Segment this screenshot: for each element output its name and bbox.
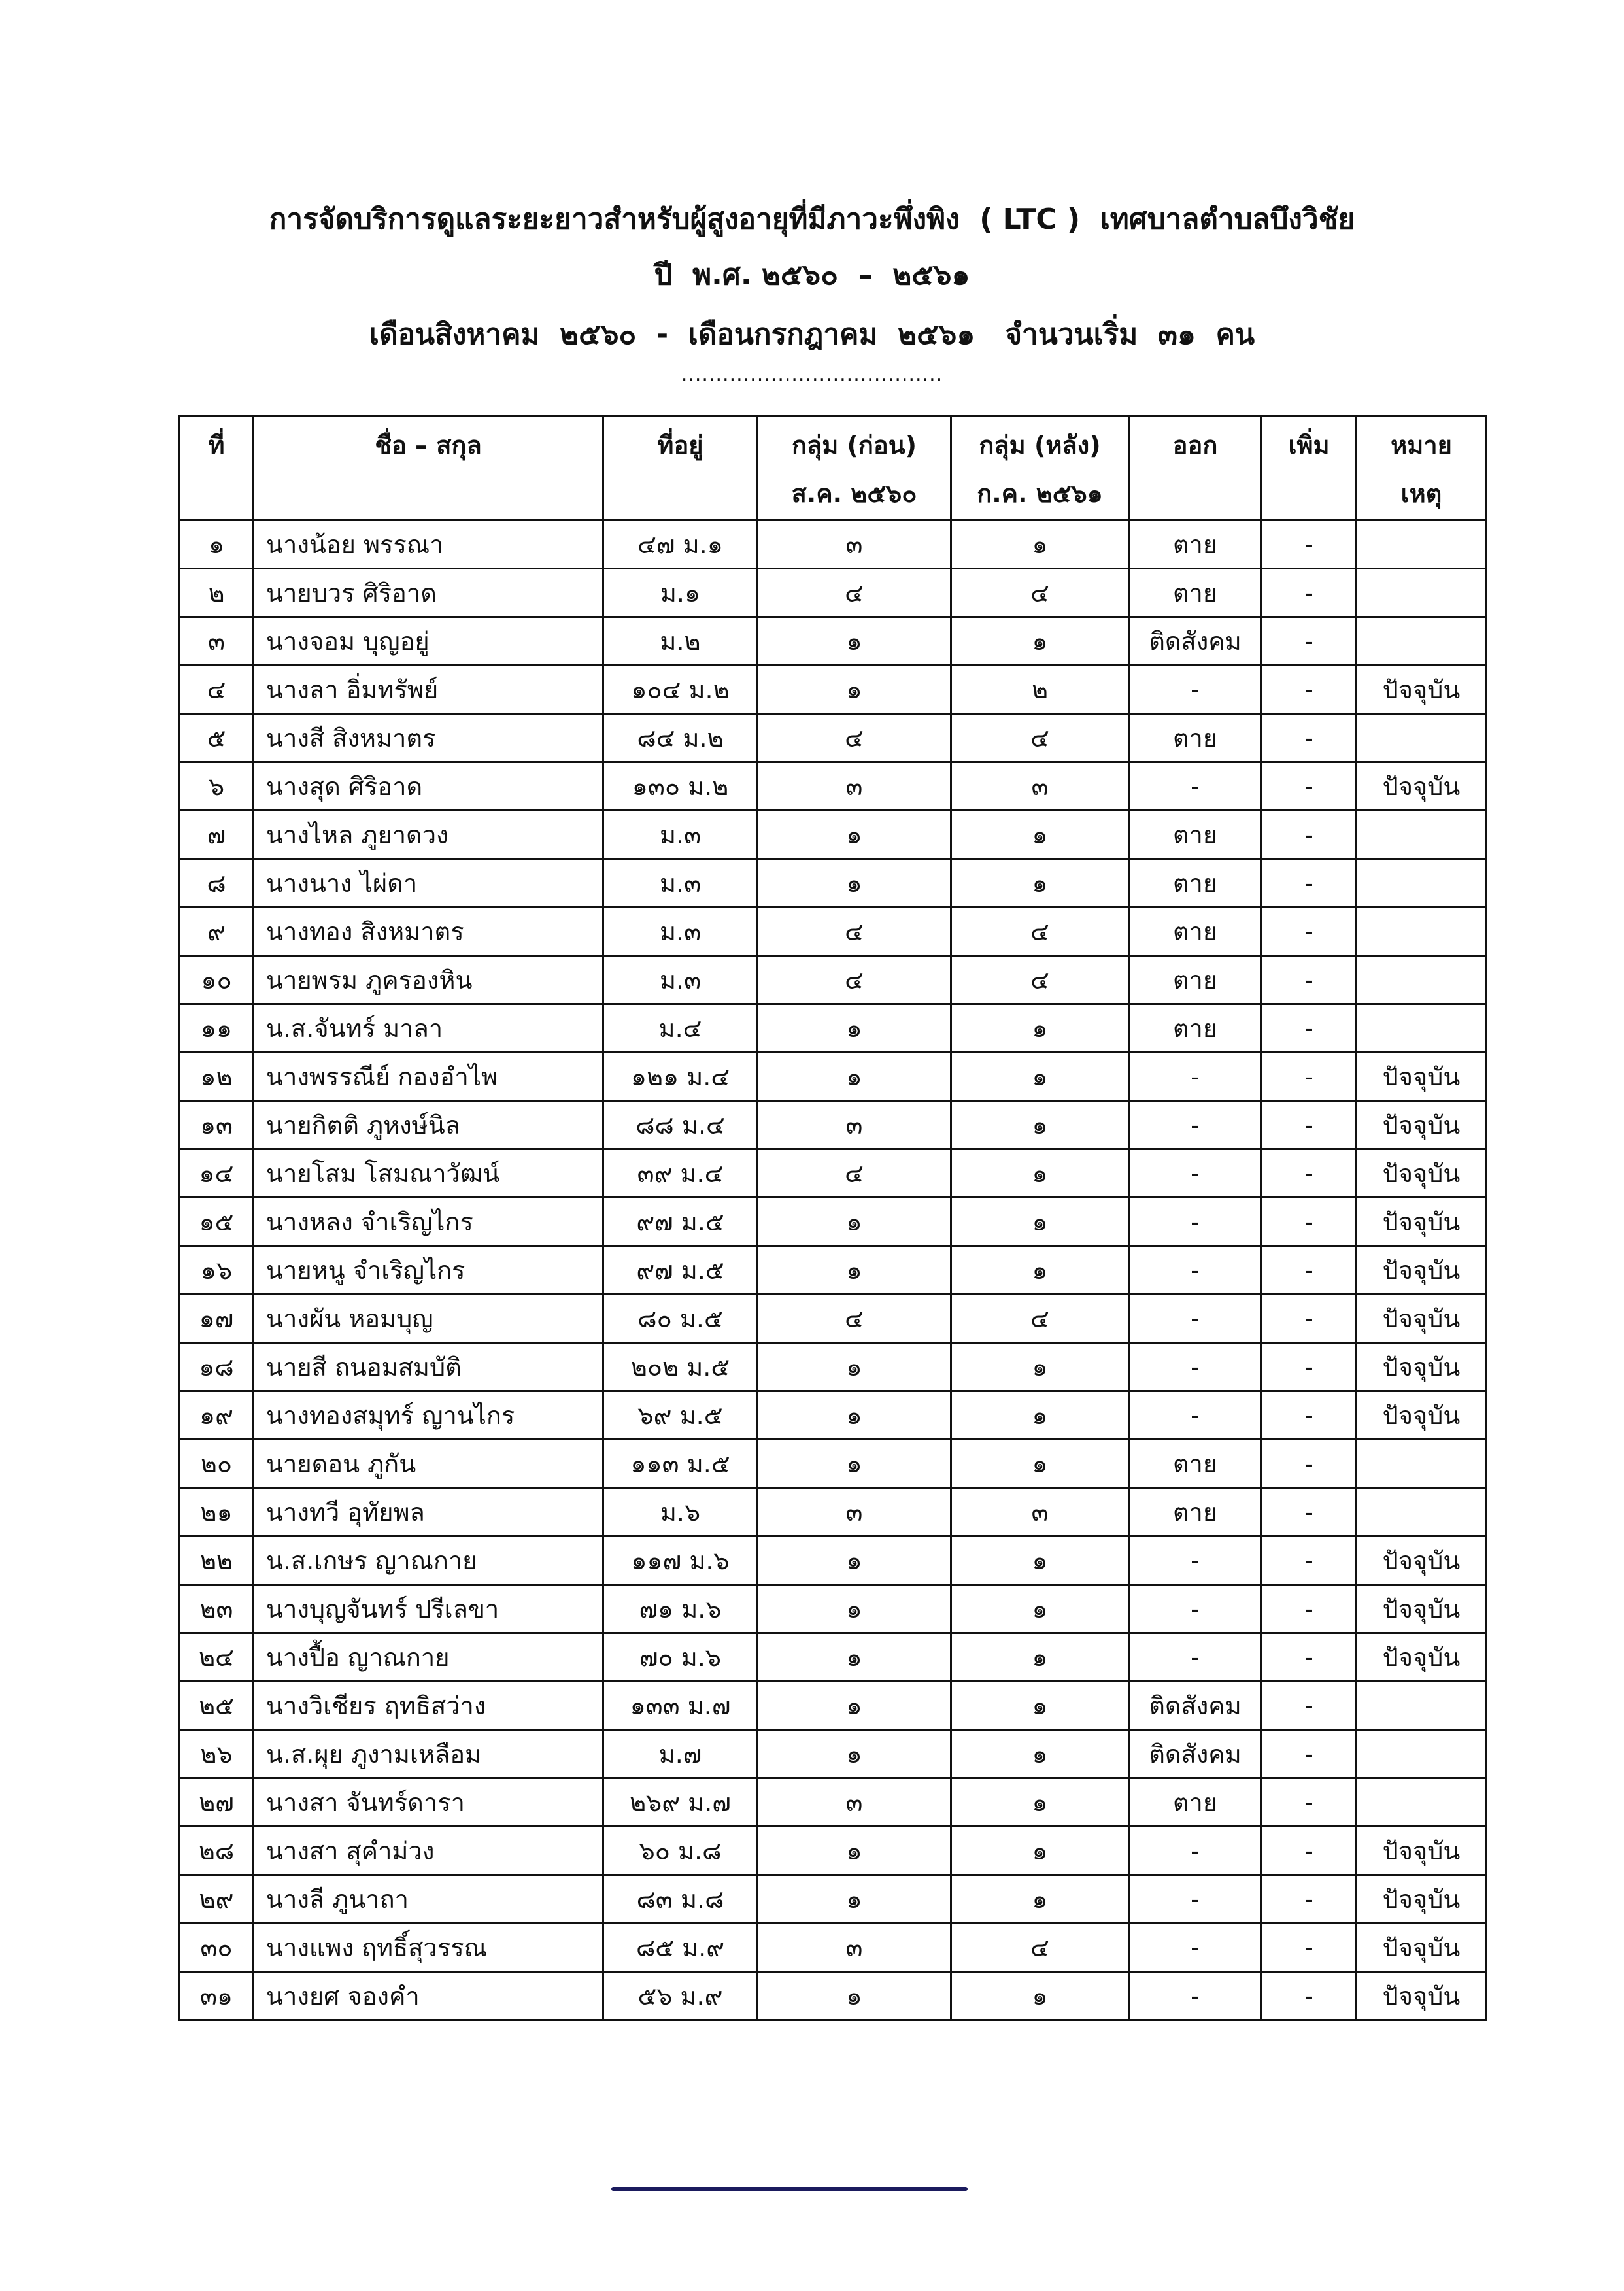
cell-address: ม.๒ bbox=[603, 617, 758, 666]
table-row bbox=[180, 569, 1487, 617]
bottom-separator-line bbox=[611, 2187, 968, 2191]
cell-no: ๑๗ bbox=[180, 1295, 254, 1343]
cell-no: ๑๒ bbox=[180, 1053, 254, 1101]
cell-name: นายโสม โสมณาวัฒน์ bbox=[254, 1149, 603, 1198]
cell-group-after: ๑ bbox=[951, 1827, 1129, 1875]
cell-name: นายดอน ภูกัน bbox=[254, 1440, 603, 1488]
cell-out: ตาย bbox=[1129, 956, 1262, 1004]
cell-group-before: ๑ bbox=[758, 1198, 951, 1246]
table-row bbox=[180, 714, 1487, 762]
cell-note: ปัจจุบัน bbox=[1357, 1585, 1487, 1633]
cell-group-before: ๔ bbox=[758, 714, 951, 762]
cell-name: นางจอม บุญอยู่ bbox=[254, 617, 603, 666]
cell-note bbox=[1357, 520, 1487, 569]
cell-address: ม.๖ bbox=[603, 1488, 758, 1536]
cell-out: ตาย bbox=[1129, 1004, 1262, 1053]
table-row bbox=[180, 956, 1487, 1004]
cell-no: ๑๐ bbox=[180, 956, 254, 1004]
cell-add: - bbox=[1262, 1585, 1357, 1633]
cell-add: - bbox=[1262, 617, 1357, 666]
cell-group-after: ๑ bbox=[951, 1053, 1129, 1101]
header-out: ออก bbox=[1129, 416, 1262, 520]
cell-add: - bbox=[1262, 1778, 1357, 1827]
cell-address: ม.๓ bbox=[603, 859, 758, 908]
cell-address: ๑๒๑ ม.๔ bbox=[603, 1053, 758, 1101]
cell-group-before: ๓ bbox=[758, 1488, 951, 1536]
cell-out: ตาย bbox=[1129, 714, 1262, 762]
cell-group-after: ๑ bbox=[951, 1633, 1129, 1682]
cell-address: ๒๐๒ ม.๕ bbox=[603, 1343, 758, 1391]
cell-name: นางน้อย พรรณา bbox=[254, 520, 603, 569]
cell-add: - bbox=[1262, 956, 1357, 1004]
cell-group-after: ๑ bbox=[951, 1585, 1129, 1633]
cell-note: ปัจจุบัน bbox=[1357, 1246, 1487, 1295]
table-row bbox=[180, 1149, 1487, 1198]
cell-name: นายสี ถนอมสมบัติ bbox=[254, 1343, 603, 1391]
cell-address: ๘๘ ม.๔ bbox=[603, 1101, 758, 1149]
cell-address: ๘๕ ม.๙ bbox=[603, 1924, 758, 1972]
cell-name: น.ส.เกษร ญาณกาย bbox=[254, 1536, 603, 1585]
cell-address: ๑๓๐ ม.๒ bbox=[603, 762, 758, 811]
header-group-after: กลุ่ม (หลัง) ก.ค. ๒๕๖๑ bbox=[951, 416, 1129, 520]
cell-group-before: ๓ bbox=[758, 1778, 951, 1827]
cell-name: นางทองสมุทร์ ญานไกร bbox=[254, 1391, 603, 1440]
cell-address: ม.๓ bbox=[603, 956, 758, 1004]
cell-group-before: ๑ bbox=[758, 1246, 951, 1295]
document-title: การจัดบริการดูแลระยะยาวสำหรับผู้สูงอายุที่มีภาวะพึ่งพิง ( LTC ) เทศบาลตำบลบึงวิชัย bbox=[269, 203, 1355, 236]
cell-address: ๑๑๓ ม.๕ bbox=[603, 1440, 758, 1488]
cell-add: - bbox=[1262, 1440, 1357, 1488]
cell-out: ตาย bbox=[1129, 811, 1262, 859]
cell-add: - bbox=[1262, 1536, 1357, 1585]
cell-add: - bbox=[1262, 1827, 1357, 1875]
cell-group-before: ๑ bbox=[758, 1391, 951, 1440]
cell-name: น.ส.ผุย ภูงามเหลือม bbox=[254, 1730, 603, 1778]
cell-address: ๔๗ ม.๑ bbox=[603, 520, 758, 569]
cell-name: นางนาง ไผ่ดา bbox=[254, 859, 603, 908]
cell-add: - bbox=[1262, 1343, 1357, 1391]
cell-group-before: ๔ bbox=[758, 1295, 951, 1343]
table-row bbox=[180, 1198, 1487, 1246]
cell-out: ตาย bbox=[1129, 1440, 1262, 1488]
cell-add: - bbox=[1262, 762, 1357, 811]
cell-note: ปัจจุบัน bbox=[1357, 1053, 1487, 1101]
cell-no: ๒๖ bbox=[180, 1730, 254, 1778]
cell-note bbox=[1357, 956, 1487, 1004]
cell-address: ๖๐ ม.๘ bbox=[603, 1827, 758, 1875]
cell-group-after: ๑ bbox=[951, 1730, 1129, 1778]
cell-no: ๑๕ bbox=[180, 1198, 254, 1246]
cell-add: - bbox=[1262, 1488, 1357, 1536]
cell-address: ๙๗ ม.๕ bbox=[603, 1198, 758, 1246]
cell-no: ๕ bbox=[180, 714, 254, 762]
cell-group-before: ๑ bbox=[758, 811, 951, 859]
cell-no: ๓๑ bbox=[180, 1972, 254, 2020]
cell-address: ๗๐ ม.๖ bbox=[603, 1633, 758, 1682]
cell-address: ๕๖ ม.๙ bbox=[603, 1972, 758, 2020]
table-row bbox=[180, 1004, 1487, 1053]
cell-group-after: ๑ bbox=[951, 1875, 1129, 1924]
cell-name: นางไหล ภูยาดวง bbox=[254, 811, 603, 859]
table-row bbox=[180, 1343, 1487, 1391]
table-row bbox=[180, 1972, 1487, 2020]
cell-group-after: ๑ bbox=[951, 859, 1129, 908]
cell-no: ๔ bbox=[180, 666, 254, 714]
cell-group-after: ๑ bbox=[951, 1440, 1129, 1488]
header-note: หมาย เหตุ bbox=[1357, 416, 1487, 520]
cell-out: - bbox=[1129, 1585, 1262, 1633]
cell-out: ตาย bbox=[1129, 1488, 1262, 1536]
table-row bbox=[180, 1391, 1487, 1440]
table-row bbox=[180, 908, 1487, 956]
cell-out: ตาย bbox=[1129, 859, 1262, 908]
cell-group-before: ๓ bbox=[758, 1101, 951, 1149]
cell-name: นางสี สิงหมาตร bbox=[254, 714, 603, 762]
cell-note bbox=[1357, 1004, 1487, 1053]
cell-address: ๖๙ ม.๕ bbox=[603, 1391, 758, 1440]
cell-out: ตาย bbox=[1129, 1778, 1262, 1827]
table-row bbox=[180, 762, 1487, 811]
cell-group-before: ๔ bbox=[758, 908, 951, 956]
cell-out: - bbox=[1129, 1246, 1262, 1295]
cell-out: - bbox=[1129, 1149, 1262, 1198]
cell-add: - bbox=[1262, 1391, 1357, 1440]
table-header-row bbox=[180, 416, 1487, 520]
cell-note: ปัจจุบัน bbox=[1357, 1101, 1487, 1149]
cell-address: ม.๓ bbox=[603, 811, 758, 859]
cell-note: ปัจจุบัน bbox=[1357, 1924, 1487, 1972]
cell-group-before: ๑ bbox=[758, 1730, 951, 1778]
cell-add: - bbox=[1262, 520, 1357, 569]
cell-group-after: ๑ bbox=[951, 1149, 1129, 1198]
cell-no: ๒๙ bbox=[180, 1875, 254, 1924]
cell-group-after: ๔ bbox=[951, 956, 1129, 1004]
table-row bbox=[180, 1536, 1487, 1585]
cell-out: - bbox=[1129, 1053, 1262, 1101]
elderly-care-table bbox=[178, 415, 1487, 2021]
cell-name: นายพรม ภูครองหิน bbox=[254, 956, 603, 1004]
cell-add: - bbox=[1262, 1101, 1357, 1149]
cell-no: ๒๓ bbox=[180, 1585, 254, 1633]
table-row bbox=[180, 859, 1487, 908]
cell-no: ๒๗ bbox=[180, 1778, 254, 1827]
cell-group-after: ๑ bbox=[951, 1343, 1129, 1391]
cell-no: ๒๑ bbox=[180, 1488, 254, 1536]
cell-group-after: ๑ bbox=[951, 811, 1129, 859]
cell-add: - bbox=[1262, 1730, 1357, 1778]
table-row bbox=[180, 1875, 1487, 1924]
cell-name: นางบุญจันทร์ ปรีเลขา bbox=[254, 1585, 603, 1633]
cell-group-after: ๑ bbox=[951, 1778, 1129, 1827]
cell-add: - bbox=[1262, 1924, 1357, 1972]
cell-add: - bbox=[1262, 1004, 1357, 1053]
cell-group-before: ๑ bbox=[758, 1633, 951, 1682]
cell-name: นางปื้อ ญาณกาย bbox=[254, 1633, 603, 1682]
cell-add: - bbox=[1262, 859, 1357, 908]
cell-group-after: ๓ bbox=[951, 1488, 1129, 1536]
dotted-separator: ...................................... bbox=[681, 363, 943, 386]
cell-note bbox=[1357, 617, 1487, 666]
cell-name: นางพรรณีย์ กองอำไพ bbox=[254, 1053, 603, 1101]
cell-group-after: ๑ bbox=[951, 1004, 1129, 1053]
table-row bbox=[180, 1246, 1487, 1295]
cell-name: นายบวร ศิริอาด bbox=[254, 569, 603, 617]
cell-no: ๒๔ bbox=[180, 1633, 254, 1682]
cell-note bbox=[1357, 1682, 1487, 1730]
cell-address: ม.๑ bbox=[603, 569, 758, 617]
table-row bbox=[180, 1924, 1487, 1972]
cell-group-after: ๔ bbox=[951, 569, 1129, 617]
cell-name: น.ส.จันทร์ มาลา bbox=[254, 1004, 603, 1053]
cell-name: นางหลง จำเริญไกร bbox=[254, 1198, 603, 1246]
cell-out: - bbox=[1129, 1391, 1262, 1440]
cell-add: - bbox=[1262, 569, 1357, 617]
cell-note: ปัจจุบัน bbox=[1357, 666, 1487, 714]
header-add: เพิ่ม bbox=[1262, 416, 1357, 520]
cell-no: ๓๐ bbox=[180, 1924, 254, 1972]
header-address: ที่อยู่ bbox=[603, 416, 758, 520]
cell-group-after: ๔ bbox=[951, 1924, 1129, 1972]
header-name: ชื่อ – สกุล bbox=[254, 416, 603, 520]
cell-add: - bbox=[1262, 714, 1357, 762]
cell-note: ปัจจุบัน bbox=[1357, 1149, 1487, 1198]
cell-no: ๑๓ bbox=[180, 1101, 254, 1149]
cell-address: ๘๐ ม.๕ bbox=[603, 1295, 758, 1343]
cell-note bbox=[1357, 908, 1487, 956]
cell-name: นายกิตติ ภูหงษ์นิล bbox=[254, 1101, 603, 1149]
table-row bbox=[180, 811, 1487, 859]
cell-name: นางทวี อุทัยพล bbox=[254, 1488, 603, 1536]
cell-out: - bbox=[1129, 1924, 1262, 1972]
cell-group-after: ๔ bbox=[951, 1295, 1129, 1343]
table-row bbox=[180, 1682, 1487, 1730]
cell-no: ๖ bbox=[180, 762, 254, 811]
cell-address: ม.๓ bbox=[603, 908, 758, 956]
cell-group-before: ๓ bbox=[758, 1924, 951, 1972]
cell-add: - bbox=[1262, 1246, 1357, 1295]
cell-note: ปัจจุบัน bbox=[1357, 1295, 1487, 1343]
cell-add: - bbox=[1262, 1972, 1357, 2020]
cell-no: ๓ bbox=[180, 617, 254, 666]
cell-group-after: ๑ bbox=[951, 1972, 1129, 2020]
cell-group-after: ๑ bbox=[951, 520, 1129, 569]
cell-add: - bbox=[1262, 1633, 1357, 1682]
cell-out: - bbox=[1129, 1198, 1262, 1246]
cell-out: - bbox=[1129, 666, 1262, 714]
cell-no: ๒ bbox=[180, 569, 254, 617]
cell-out: ตาย bbox=[1129, 569, 1262, 617]
cell-group-before: ๑ bbox=[758, 1682, 951, 1730]
table-row bbox=[180, 1585, 1487, 1633]
cell-out: ติดสังคม bbox=[1129, 1730, 1262, 1778]
cell-group-before: ๑ bbox=[758, 1053, 951, 1101]
cell-note: ปัจจุบัน bbox=[1357, 1198, 1487, 1246]
cell-no: ๑๖ bbox=[180, 1246, 254, 1295]
cell-address: ๘๓ ม.๘ bbox=[603, 1875, 758, 1924]
document-year: ปี พ.ศ. ๒๕๖๐ – ๒๕๖๑ bbox=[654, 258, 970, 292]
cell-group-before: ๑ bbox=[758, 617, 951, 666]
cell-name: นางลี ภูนาถา bbox=[254, 1875, 603, 1924]
cell-no: ๑ bbox=[180, 520, 254, 569]
table-row bbox=[180, 666, 1487, 714]
cell-address: ๑๐๔ ม.๒ bbox=[603, 666, 758, 714]
cell-address: ๓๙ ม.๔ bbox=[603, 1149, 758, 1198]
cell-note bbox=[1357, 811, 1487, 859]
table-row bbox=[180, 1633, 1487, 1682]
cell-note bbox=[1357, 1488, 1487, 1536]
cell-note: ปัจจุบัน bbox=[1357, 1875, 1487, 1924]
cell-group-before: ๑ bbox=[758, 666, 951, 714]
cell-no: ๑๙ bbox=[180, 1391, 254, 1440]
cell-out: ตาย bbox=[1129, 908, 1262, 956]
cell-group-after: ๑ bbox=[951, 1198, 1129, 1246]
cell-no: ๗ bbox=[180, 811, 254, 859]
cell-add: - bbox=[1262, 1149, 1357, 1198]
cell-address: ๒๖๙ ม.๗ bbox=[603, 1778, 758, 1827]
table-row bbox=[180, 1778, 1487, 1827]
cell-group-after: ๑ bbox=[951, 1391, 1129, 1440]
cell-name: นางลา อิ่มทรัพย์ bbox=[254, 666, 603, 714]
cell-no: ๒๘ bbox=[180, 1827, 254, 1875]
cell-group-before: ๔ bbox=[758, 956, 951, 1004]
cell-note bbox=[1357, 859, 1487, 908]
table-row bbox=[180, 1295, 1487, 1343]
cell-group-after: ๔ bbox=[951, 714, 1129, 762]
cell-name: นางสา สุคำม่วง bbox=[254, 1827, 603, 1875]
cell-out: ตาย bbox=[1129, 520, 1262, 569]
cell-add: - bbox=[1262, 666, 1357, 714]
cell-no: ๒๒ bbox=[180, 1536, 254, 1585]
cell-no: ๑๘ bbox=[180, 1343, 254, 1391]
cell-group-after: ๒ bbox=[951, 666, 1129, 714]
cell-note: ปัจจุบัน bbox=[1357, 1827, 1487, 1875]
cell-note: ปัจจุบัน bbox=[1357, 1972, 1487, 2020]
cell-out: ติดสังคม bbox=[1129, 1682, 1262, 1730]
cell-name: นายหนู จำเริญไกร bbox=[254, 1246, 603, 1295]
cell-note bbox=[1357, 714, 1487, 762]
cell-address: ม.๔ bbox=[603, 1004, 758, 1053]
cell-group-before: ๔ bbox=[758, 569, 951, 617]
cell-name: นางสุด ศิริอาด bbox=[254, 762, 603, 811]
table-row bbox=[180, 1440, 1487, 1488]
table-row bbox=[180, 520, 1487, 569]
cell-group-after: ๑ bbox=[951, 1101, 1129, 1149]
cell-out: - bbox=[1129, 1295, 1262, 1343]
table-row bbox=[180, 1827, 1487, 1875]
cell-add: - bbox=[1262, 1875, 1357, 1924]
cell-address: ๙๗ ม.๕ bbox=[603, 1246, 758, 1295]
cell-out: - bbox=[1129, 1875, 1262, 1924]
cell-group-after: ๓ bbox=[951, 762, 1129, 811]
cell-no: ๑๑ bbox=[180, 1004, 254, 1053]
cell-group-before: ๑ bbox=[758, 1440, 951, 1488]
cell-name: นางผัน หอมบุญ bbox=[254, 1295, 603, 1343]
cell-group-before: ๑ bbox=[758, 1343, 951, 1391]
cell-add: - bbox=[1262, 1198, 1357, 1246]
header-group-before: กลุ่ม (ก่อน) ส.ค. ๒๕๖๐ bbox=[758, 416, 951, 520]
cell-note bbox=[1357, 1730, 1487, 1778]
cell-address: ๘๔ ม.๒ bbox=[603, 714, 758, 762]
cell-group-after: ๔ bbox=[951, 908, 1129, 956]
cell-add: - bbox=[1262, 1053, 1357, 1101]
cell-out: - bbox=[1129, 1633, 1262, 1682]
cell-group-before: ๑ bbox=[758, 1875, 951, 1924]
cell-name: นางวิเชียร ฤทธิสว่าง bbox=[254, 1682, 603, 1730]
document-period: เดือนสิงหาคม ๒๕๖๐ - เดือนกรกฎาคม ๒๕๖๑ จำนวนเริ่ม ๓๑ คน bbox=[369, 318, 1255, 351]
cell-add: - bbox=[1262, 908, 1357, 956]
cell-out: - bbox=[1129, 1827, 1262, 1875]
cell-group-before: ๑ bbox=[758, 1972, 951, 2020]
cell-group-after: ๑ bbox=[951, 1246, 1129, 1295]
cell-out: - bbox=[1129, 1972, 1262, 2020]
header-no: ที่ bbox=[180, 416, 254, 520]
cell-out: - bbox=[1129, 1343, 1262, 1391]
cell-out: - bbox=[1129, 762, 1262, 811]
table-row bbox=[180, 1053, 1487, 1101]
cell-note bbox=[1357, 1778, 1487, 1827]
cell-group-before: ๑ bbox=[758, 1585, 951, 1633]
cell-group-after: ๑ bbox=[951, 1682, 1129, 1730]
cell-group-before: ๑ bbox=[758, 1004, 951, 1053]
cell-note: ปัจจุบัน bbox=[1357, 1391, 1487, 1440]
cell-name: นางสา จันทร์ดารา bbox=[254, 1778, 603, 1827]
cell-group-after: ๑ bbox=[951, 617, 1129, 666]
cell-no: ๒๕ bbox=[180, 1682, 254, 1730]
table-row bbox=[180, 617, 1487, 666]
cell-note: ปัจจุบัน bbox=[1357, 762, 1487, 811]
cell-address: ๑๓๓ ม.๗ bbox=[603, 1682, 758, 1730]
cell-out: - bbox=[1129, 1536, 1262, 1585]
cell-address: ๑๑๗ ม.๖ bbox=[603, 1536, 758, 1585]
cell-add: - bbox=[1262, 1295, 1357, 1343]
cell-add: - bbox=[1262, 811, 1357, 859]
cell-group-before: ๓ bbox=[758, 520, 951, 569]
cell-address: ๗๑ ม.๖ bbox=[603, 1585, 758, 1633]
cell-name: นางทอง สิงหมาตร bbox=[254, 908, 603, 956]
cell-out: ติดสังคม bbox=[1129, 617, 1262, 666]
cell-no: ๙ bbox=[180, 908, 254, 956]
cell-note bbox=[1357, 1440, 1487, 1488]
cell-group-before: ๑ bbox=[758, 1827, 951, 1875]
cell-group-before: ๑ bbox=[758, 1536, 951, 1585]
cell-no: ๒๐ bbox=[180, 1440, 254, 1488]
table-row bbox=[180, 1101, 1487, 1149]
cell-group-before: ๔ bbox=[758, 1149, 951, 1198]
table-row bbox=[180, 1730, 1487, 1778]
cell-group-before: ๓ bbox=[758, 762, 951, 811]
cell-no: ๑๔ bbox=[180, 1149, 254, 1198]
cell-note: ปัจจุบัน bbox=[1357, 1343, 1487, 1391]
cell-out: - bbox=[1129, 1101, 1262, 1149]
cell-group-after: ๑ bbox=[951, 1536, 1129, 1585]
cell-name: นางแพง ฤทธิ์สุวรรณ bbox=[254, 1924, 603, 1972]
table-row bbox=[180, 1488, 1487, 1536]
cell-no: ๘ bbox=[180, 859, 254, 908]
cell-note bbox=[1357, 569, 1487, 617]
cell-name: นางยศ จองคำ bbox=[254, 1972, 603, 2020]
cell-note: ปัจจุบัน bbox=[1357, 1536, 1487, 1585]
cell-note: ปัจจุบัน bbox=[1357, 1633, 1487, 1682]
cell-group-before: ๑ bbox=[758, 859, 951, 908]
cell-address: ม.๗ bbox=[603, 1730, 758, 1778]
cell-add: - bbox=[1262, 1682, 1357, 1730]
